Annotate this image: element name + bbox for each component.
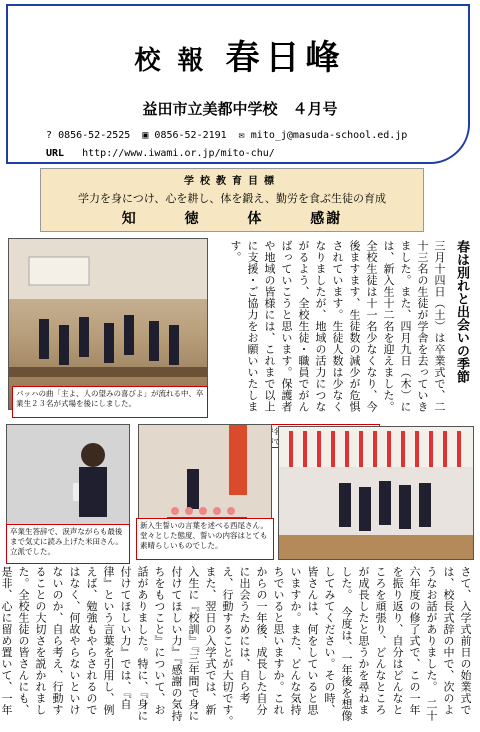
url-label: URL xyxy=(46,148,65,159)
article-paragraph-1: 三月十四日（土）は卒業式で、二十三名の生徒が学舎を去っていきました。また、四月九日（木）には、新入生十二名を迎えました。全校生徒は十一名少なくなり、今後ますます、生徒数の減少が危惧されています。生徒人数は少なくなりましたが、地域の活力につながるよう、全校生徒・職員でがんばっていこうと思います。保護者や地域の皆様には、これまで以上に支援・ご協力をお願いいたします。 xyxy=(229,240,446,413)
school-name: 益田市立美都中学校 ４月号 xyxy=(142,100,338,118)
phone-icon: ? xyxy=(46,130,53,141)
goal-title: 学校教育目標 xyxy=(184,176,280,187)
caption-entrance-oath: 新入生誓いの言葉を述べる西尾さん。堂々とした態度、誓いの内容はとても素晴らしいものでした。 xyxy=(136,518,274,560)
article-heading: 春は別れと出会いの季節 xyxy=(454,240,469,383)
title-prefix: 校 報 xyxy=(134,46,208,76)
photo-farewell-speech xyxy=(6,424,130,540)
url-line xyxy=(46,148,275,159)
article-paragraph-4: 今度は、一年後を想像してみてください。その時、皆さんは、何をしていると思いますか。また、どんな気持ちでいると思いますか。これからの一年後、成長した自分に出会うためには、自ら考え、行動することが大切です。 xyxy=(221,566,353,722)
header-box xyxy=(6,4,470,164)
contact-line xyxy=(46,130,407,141)
goal-words: 知 徳 体 感謝 xyxy=(121,211,343,227)
graduation-scene-image xyxy=(9,239,208,410)
farewell-speech-image xyxy=(7,425,130,540)
caption-graduation-march: バッハの曲「主よ、人の望みの喜びよ」が流れる中、卒業生２３名が式場を後にしました。 xyxy=(12,386,208,418)
email-address[interactable]: mito_j@masuda-school.ed.jp xyxy=(250,130,408,141)
article-paragraph-2: さて、入学式前日の始業式では、校長式辞の中で、次のようなお話がありました。 xyxy=(425,566,472,716)
newsletter-title xyxy=(8,30,472,79)
phone-number: 0856-52-2525 xyxy=(58,130,131,141)
article-paragraph-3: 二十六年度の修了式で、この一年を振り返り、自分はどんなところを頑張り、どんなところが成長したと思うかを尋ねました。 xyxy=(340,566,438,722)
school-goal-box xyxy=(40,168,424,232)
fax-icon: ▣ xyxy=(142,130,149,141)
goal-text: 学力を身につけ、心を耕し、体を鍛え、勤労を食ぶ生徒の育成 xyxy=(78,192,386,205)
title-name: 春日峰 xyxy=(225,38,346,78)
article-paragraph-5: また、翌日の入学式では、新入生に『校訓』『三年間で身に付けてほしい力』『感謝の気持ちをもつこと』について、お話がありました。特に、『身に付けてほしい力』では、『自律』という言葉を引用し、例えば、勉強もやらされるのではなく、何故やらないといけないのか、自ら考え、行動することの大切さを説かれました。全校生徒の皆さんにも、是非、心に留め置いて、一年 xyxy=(0,566,217,722)
caption-farewell-speech: 卒業生答辞で、涙声ながらも最後まで気丈に読み上げた米田さん。立派でした。 xyxy=(6,524,130,564)
fax-number: 0856-52-2191 xyxy=(154,130,227,141)
roll-call-scene-image xyxy=(279,427,474,560)
photo-graduation-march xyxy=(8,238,208,410)
mail-icon: ✉ xyxy=(238,130,245,141)
photo-roll-call xyxy=(278,426,474,560)
website-link[interactable]: http://www.iwami.or.jp/mito-chu/ xyxy=(82,148,275,159)
article-body-bottom xyxy=(0,566,474,726)
